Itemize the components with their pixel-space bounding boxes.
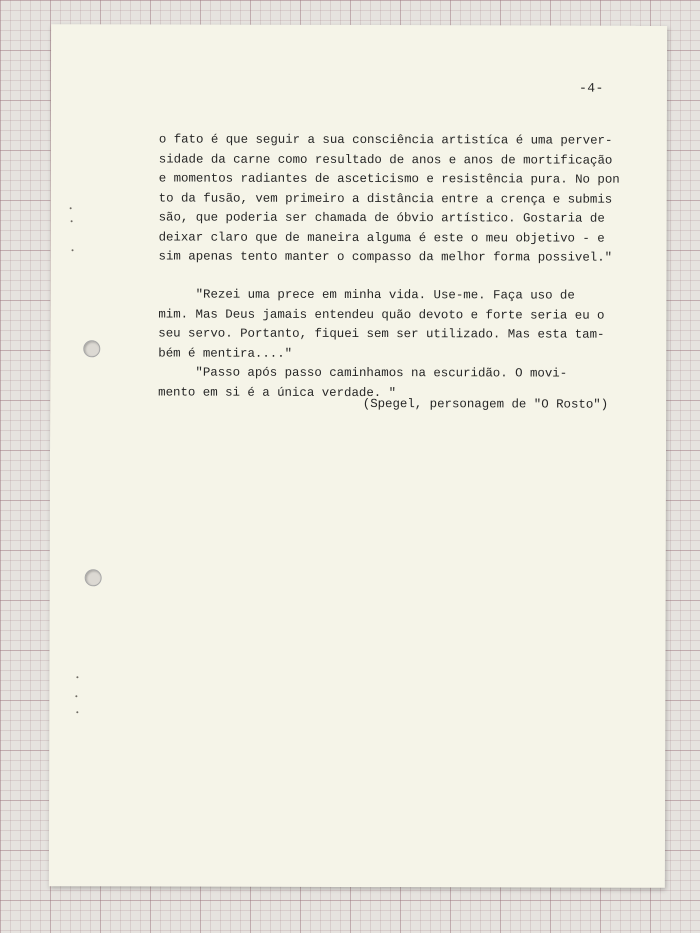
document-page (49, 24, 667, 888)
quote-attribution: (Spegel, personagem de "O Rosto") (362, 397, 609, 412)
paper-speck (76, 676, 78, 678)
body-paragraph: o fato é que seguir a sua consciência artistíca é uma perver- sidade da carne como resultado de anos e anos de mortificação e momentos radiantes de asceticismo e resistência pura. No pon to da fusão, vem primeiro a distância entre a crença e submis são, que poderia ser chamada de óbvio artístico. Gostaria de deixar claro que de maneira alguma é este o meu objetivo - e sim apenas tento manter o compasso da melhor forma possivel." (158, 132, 620, 265)
paper-speck (72, 249, 74, 251)
quote-darkness: "Passo após passo caminhamos na escuridão. O movi- mento em si é a única verdade. " (158, 365, 568, 400)
paper-speck (71, 220, 73, 222)
paper-speck (76, 711, 78, 713)
paper-speck (70, 207, 72, 209)
punch-hole (85, 569, 102, 586)
paper-speck (75, 695, 77, 697)
punch-hole (83, 340, 100, 357)
quote-prayer: "Rezei uma prece em minha vida. Use-me. Faça uso de mim. Mas Deus jamais entendeu quão devoto e forte seria eu o seu servo. Portanto, fiquei sem ser utilizado. Mas esta tam- bém é mentira...." (158, 287, 605, 361)
page-number: -4- (578, 80, 604, 96)
